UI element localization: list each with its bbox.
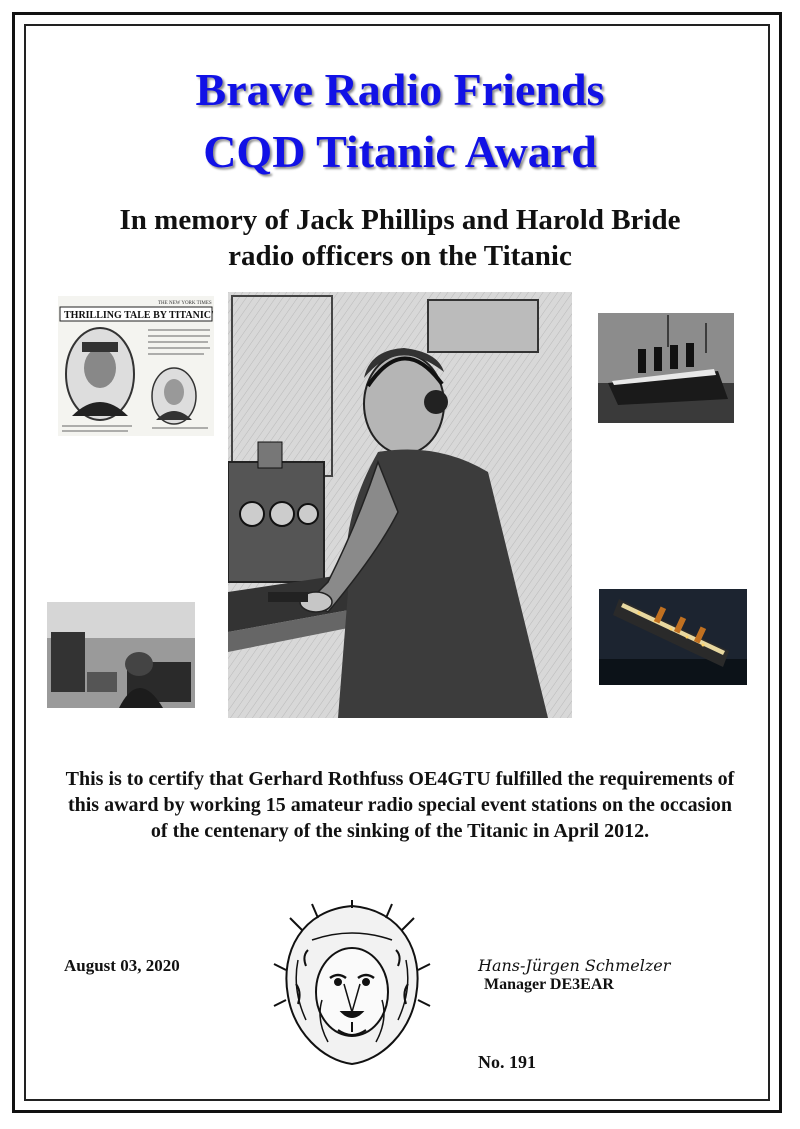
radio-operator-drawing	[228, 292, 572, 718]
memorial-line2: radio officers on the Titanic	[228, 240, 572, 272]
lion-head-icon	[272, 900, 432, 1068]
titanic-ship-photo	[598, 313, 734, 423]
newspaper-masthead: THE NEW YORK TIMES	[158, 301, 212, 306]
manager-signature: Hans-Jürgen Schmelzer	[478, 956, 671, 975]
award-title-line1: Brave Radio Friends	[195, 64, 605, 115]
newspaper-headline: THRILLING TALE BY TITANIC'	[64, 310, 214, 321]
titanic-sinking-painting	[599, 589, 747, 685]
award-number: No. 191	[478, 1052, 536, 1072]
certification-text: This is to certify that Gerhard Rothfuss OE4GTU fulfilled the requirements of this award by working 15 amateur radio special event stations on the occasion of the centenary of the sinking of the Titanic in April 2012.	[65, 768, 735, 842]
memorial-line1: In memory of Jack Phillips and Harold Bride	[119, 204, 681, 236]
award-date: August 03, 2020	[64, 956, 180, 975]
award-title-line2: CQD Titanic Award	[203, 126, 597, 177]
newspaper-clipping-image	[58, 296, 214, 436]
manager-callsign: Manager DE3EAR	[484, 976, 614, 993]
radio-room-photo	[47, 602, 195, 708]
